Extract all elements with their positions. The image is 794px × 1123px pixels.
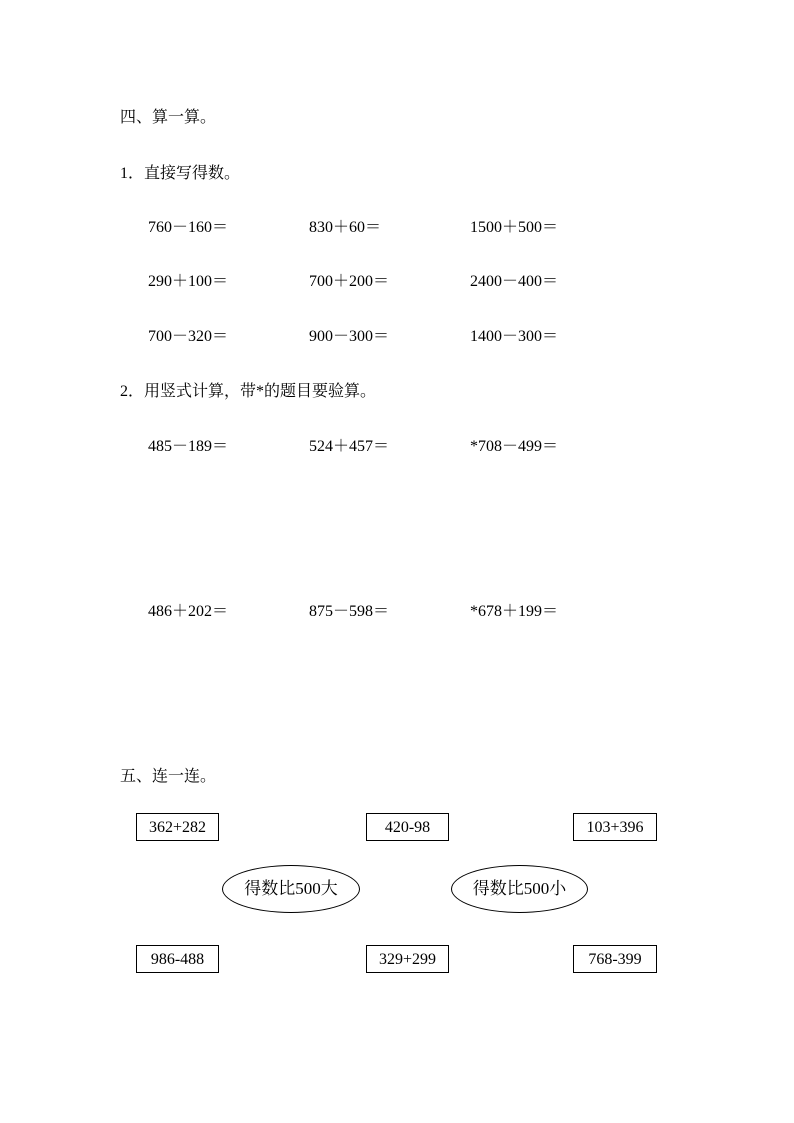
equation: *678＋199＝ [470, 603, 559, 620]
equation: 830＋60＝ [309, 219, 382, 236]
equation: 700－320＝ [148, 328, 229, 345]
equation: *708－499＝ [470, 438, 559, 455]
equation: 1400－300＝ [470, 328, 559, 345]
equation: 1500＋500＝ [470, 219, 559, 236]
question-2-label: 2．用竖式计算，带*的题目要验算。 [120, 383, 377, 400]
expression-box[interactable]: 986-488 [136, 945, 219, 973]
equation: 900－300＝ [309, 328, 390, 345]
expression-box[interactable]: 362+282 [136, 813, 219, 841]
equation: 290＋100＝ [148, 273, 229, 290]
equation: 700＋200＝ [309, 273, 390, 290]
equation: 524＋457＝ [309, 438, 390, 455]
equation: 2400－400＝ [470, 273, 559, 290]
category-oval-greater[interactable]: 得数比500大 [222, 865, 360, 913]
expression-box[interactable]: 768-399 [573, 945, 657, 973]
expression-box[interactable]: 329+299 [366, 945, 449, 973]
expression-box[interactable]: 420-98 [366, 813, 449, 841]
equation: 760－160＝ [148, 219, 229, 236]
section-5-title: 五、连一连。 [120, 768, 217, 785]
question-1-label: 1．直接写得数。 [120, 165, 241, 182]
equation: 485－189＝ [148, 438, 229, 455]
expression-box[interactable]: 103+396 [573, 813, 657, 841]
section-4-title: 四、算一算。 [120, 109, 217, 126]
equation: 486＋202＝ [148, 603, 229, 620]
equation: 875－598＝ [309, 603, 390, 620]
category-oval-less[interactable]: 得数比500小 [451, 865, 588, 913]
